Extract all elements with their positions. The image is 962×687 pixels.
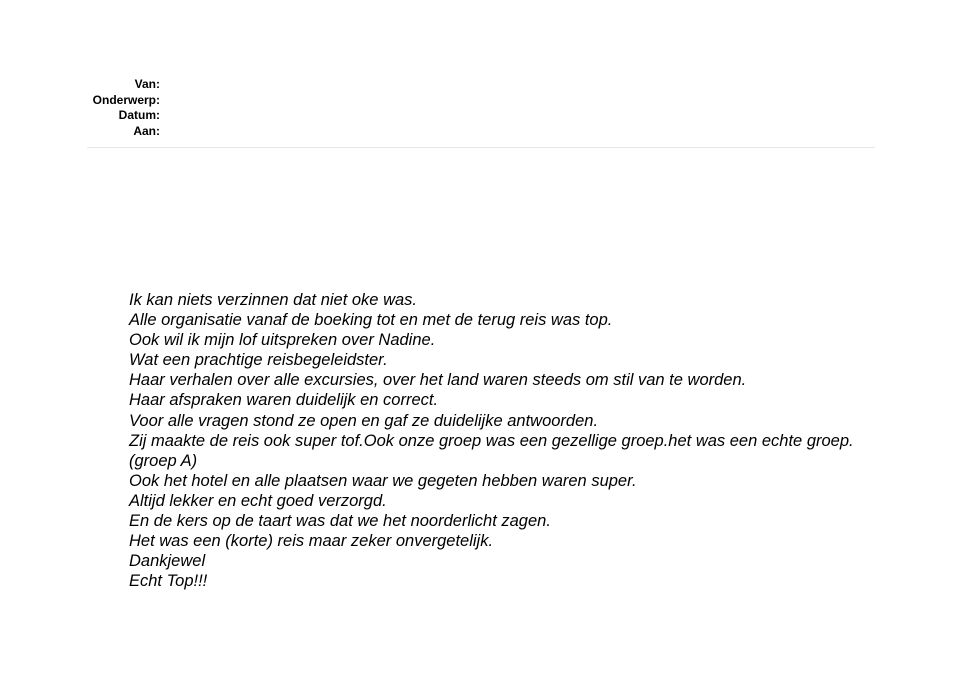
header-row-from: [87, 77, 875, 93]
header-row-date: [87, 108, 875, 124]
to-label: Aan:: [133, 123, 160, 138]
message-line: Haar verhalen over alle excursies, over het land waren steeds om stil van te worden.: [129, 371, 747, 390]
message-line: Dankjewel: [129, 552, 206, 571]
date-label: Datum:: [118, 108, 160, 122]
message-line: Ook het hotel en alle plaatsen waar we gegeten hebben waren super.: [129, 471, 637, 490]
message-line: Ik kan niets verzinnen dat niet oke was.: [129, 291, 417, 309]
message-line: En de kers op de taart was dat we het noorderlicht zagen.: [129, 512, 551, 531]
message-line: Altijd lekker en echt goed verzorgd.: [129, 491, 387, 510]
message-line: Het was een (korte) reis maar zeker onvergetelijk.: [129, 532, 494, 551]
message-body: [129, 290, 874, 591]
message-line: Ook wil ik mijn lof uitspreken over Nadine.: [129, 331, 436, 350]
subject-label: Onderwerp:: [92, 92, 160, 107]
message-line: Echt Top!!!: [129, 572, 208, 591]
header-row-to: [87, 124, 875, 140]
message-line: Wat een prachtige reisbegeleidster.: [129, 351, 388, 370]
header-divider: [87, 147, 875, 148]
message-line: Zij maakte de reis ook super tof.Ook onze groep was een gezellige groep.het was een echte groep.(groep A): [129, 431, 854, 470]
from-label: Van:: [134, 77, 160, 91]
email-header: [87, 77, 875, 139]
message-line: Alle organisatie vanaf de boeking tot en met de terug reis was top.: [129, 311, 613, 330]
header-row-subject: [87, 93, 875, 109]
message-line: Haar afspraken waren duidelijk en correct.: [129, 391, 439, 410]
message-line: Voor alle vragen stond ze open en gaf ze duidelijke antwoorden.: [129, 411, 599, 430]
